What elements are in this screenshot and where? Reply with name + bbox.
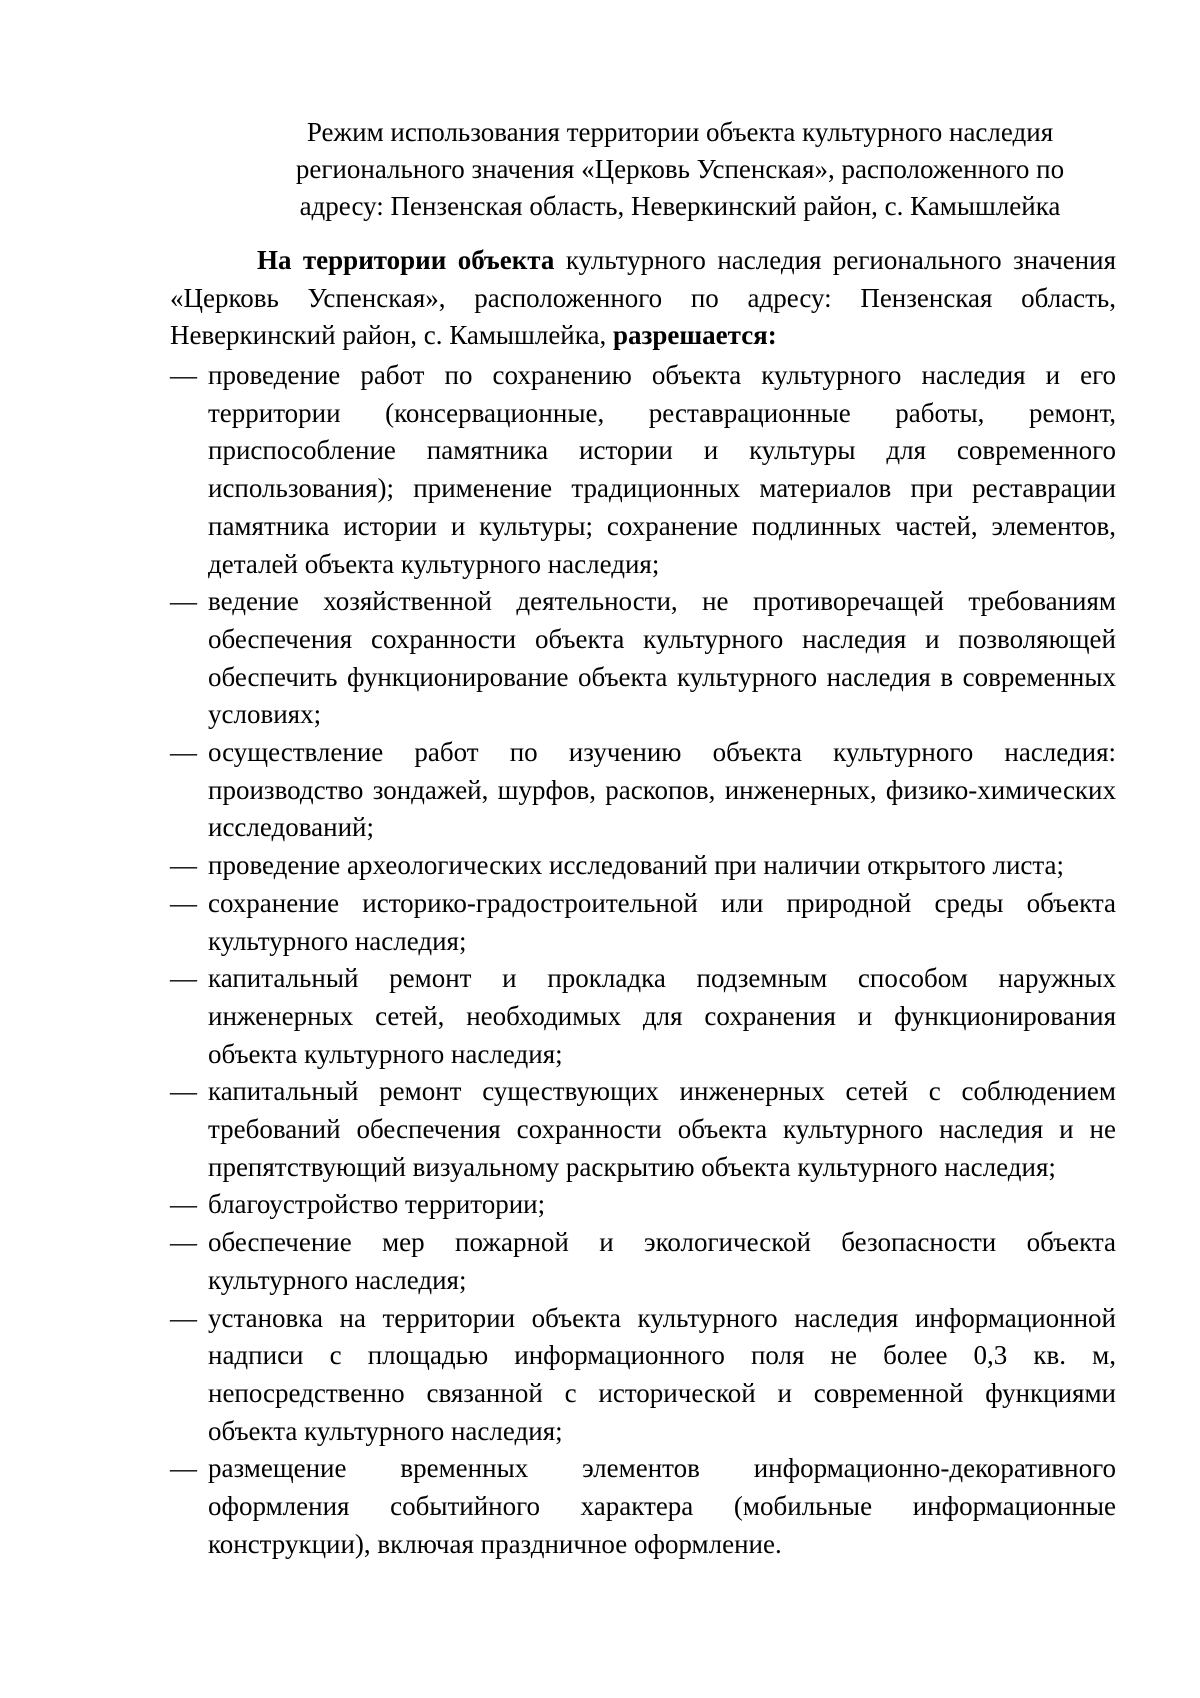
dash-marker: — <box>170 1453 197 1484</box>
list-item-text: размещение временных элементов информационно-декоративного оформления событийного характера (мобильные информационные конструкции), включая праздничное оформление. <box>208 1453 1116 1559</box>
intro-bold-end: разрешается: <box>612 320 777 350</box>
list-item <box>170 847 1116 885</box>
list-item-text: капитальный ремонт и прокладка подземным способом наружных инженерных сетей, необходимых для сохранения и функционирования объекта культурного наследия; <box>208 963 1116 1069</box>
dash-marker: — <box>170 360 197 390</box>
dash-marker: — <box>170 963 197 994</box>
list-item <box>170 357 1116 583</box>
intro-paragraph <box>170 242 1116 355</box>
permitted-activities-list <box>170 357 1116 1564</box>
dash-marker: — <box>170 1076 197 1107</box>
dash-marker: — <box>170 1189 197 1220</box>
list-item-text: ведение хозяйственной деятельности, не противоречащей требованиям обеспечения сохранности объекта культурного наследия и позволяющей обеспечить функционирование объекта культурного наследия в современных условиях; <box>208 586 1116 730</box>
list-item <box>170 1224 1116 1299</box>
list-item-text: проведение археологических исследований при наличии открытого листа; <box>208 850 1065 881</box>
list-item <box>170 1450 1116 1563</box>
list-item-text: осуществление работ по изучению объекта культурного наследия: производство зондажей, шурфов, раскопов, инженерных, физико-химических исследований; <box>208 737 1116 843</box>
dash-marker: — <box>170 1302 197 1333</box>
dash-marker: — <box>170 737 197 768</box>
list-item <box>170 734 1116 847</box>
title-line: Режим использования территории объекта культурного наследия <box>306 117 1054 147</box>
list-item <box>170 1186 1116 1224</box>
list-item-text: проведение работ по сохранению объекта культурного наследия и его территории (консервационные, реставрационные работы, ремонт, приспособление памятника истории и культуры для современного использования); применение традиционных материалов при реставрации памятника истории и культуры; сохранение подлинных частей, элементов, деталей объекта культурного наследия; <box>208 360 1116 579</box>
dash-marker: — <box>170 586 197 617</box>
list-item <box>170 885 1116 960</box>
list-item-text: капитальный ремонт существующих инженерных сетей с соблюдением требований обеспечения сохранности объекта культурного наследия и не препятствующий визуальному раскрытию объекта культурного наследия; <box>208 1076 1116 1182</box>
list-item <box>170 1300 1116 1451</box>
intro-text: культурного наследия регионального значения «Церковь Успенская», расположенного по адресу: Пензенская область, Неверкинский район, с. Камышлейка, <box>170 245 1116 350</box>
intro-bold-start: На территории объекта <box>257 245 555 275</box>
list-item <box>170 960 1116 1073</box>
list-item-text: установка на территории объекта культурного наследия информационной надписи с площадью информационного поля не более 0,3 кв. м, непосредственно связанной с исторической и современной функциями объекта культурного наследия; <box>208 1302 1116 1446</box>
list-item-text: сохранение историко-градостроительной или природной среды объекта культурного наследия; <box>208 887 1116 956</box>
list-item-text: благоустройство территории; <box>208 1189 546 1220</box>
dash-marker: — <box>170 887 197 918</box>
list-item <box>170 583 1116 734</box>
title-line: адресу: Пензенская область, Неверкинский район, с. Камышлейка <box>299 191 1061 221</box>
dash-marker: — <box>170 1227 197 1258</box>
dash-marker: — <box>170 850 197 881</box>
document-title <box>230 114 1130 225</box>
title-line: регионального значения «Церковь Успенская», расположенного по <box>295 154 1065 184</box>
list-item-text: обеспечение мер пожарной и экологической безопасности объекта культурного наследия; <box>208 1227 1116 1295</box>
list-item <box>170 1073 1116 1186</box>
